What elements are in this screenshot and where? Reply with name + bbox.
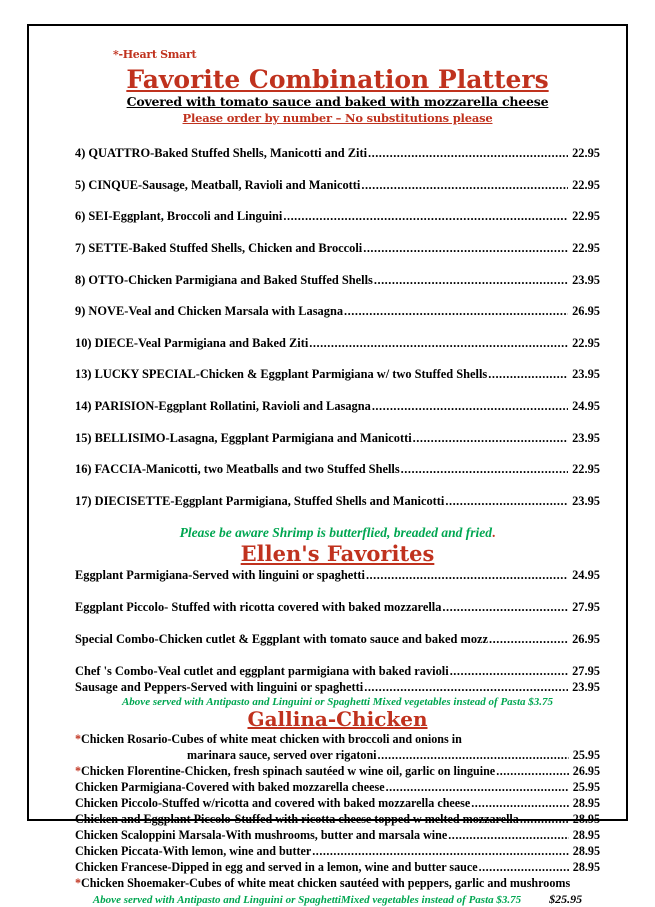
menu-item-price: 28.95: [572, 796, 600, 811]
menu-item-name: Chicken Parmigiana-Covered with baked mozzarella cheese: [75, 780, 385, 795]
menu-item-price: 27.95: [572, 664, 600, 679]
menu-item-name: *Chicken Florentine-Chicken, fresh spinach sautéed w wine oil, garlic on linguine: [75, 764, 496, 779]
menu-item-price: 23.95: [572, 493, 600, 508]
heart-smart-star-icon: *: [75, 732, 82, 747]
menu-item-price: 28.95: [572, 860, 600, 875]
menu-item-row: [75, 336, 600, 351]
dot-leader: [445, 494, 568, 509]
menu-item-name: 4) QUATTRO-Baked Stuffed Shells, Manicotti and Ziti: [75, 146, 368, 161]
menu-item-row: [75, 876, 600, 891]
menu-item-row: [75, 431, 600, 446]
menu-item-name: Chef 's Combo-Veal cutlet and eggplant parmigiana with baked ravioli: [75, 664, 449, 679]
platters-subtitle-preparation: Covered with tomato sauce and baked with mozzarella cheese: [126, 94, 549, 110]
shrimp-note-text: Please be aware Shrimp is butterflied, breaded and fried: [179, 525, 492, 541]
menu-item-row: [75, 399, 600, 414]
menu-item-name: Chicken and Eggplant Piccolo-Stuffed with ricotta cheese topped w melted mozzarella: [75, 812, 519, 827]
menu-item-row: [75, 304, 600, 319]
dot-leader: [363, 241, 568, 256]
dot-leader: [496, 764, 569, 779]
menu-item-name: Special Combo-Chicken cutlet & Eggplant with tomato sauce and baked mozz: [75, 632, 489, 647]
menu-item-name: 15) BELLISIMO-Lasagna, Eggplant Parmigiana and Manicotti: [75, 430, 412, 445]
menu-item-price: 22.95: [572, 146, 600, 161]
dot-leader: [488, 367, 568, 382]
dot-leader: [450, 664, 568, 679]
dot-leader: [386, 780, 569, 795]
section-title-gallina-chicken: Gallina-Chicken: [247, 707, 428, 732]
menu-item-price: 26.95: [572, 632, 600, 647]
menu-item-row: [75, 632, 600, 647]
menu-item-row: [75, 241, 600, 256]
menu-item-name: marinara sauce, served over rigatoni: [187, 748, 377, 763]
menu-item-row: [75, 494, 600, 509]
menu-item-row: [75, 209, 600, 224]
menu-page: [27, 24, 628, 907]
menu-item-name: 9) NOVE-Veal and Chicken Marsala with Lasagna: [75, 304, 344, 319]
menu-item-name: 7) SETTE-Baked Stuffed Shells, Chicken and Broccoli: [75, 241, 363, 256]
menu-item-name: 6) SEI-Eggplant, Broccoli and Linguini: [75, 209, 283, 224]
platters-item-list: [75, 146, 600, 509]
menu-item-price: 26.95: [572, 304, 600, 319]
menu-item-row: [75, 812, 600, 827]
dot-leader: [479, 860, 569, 875]
dot-leader: [401, 462, 568, 477]
dot-leader: [368, 146, 568, 161]
menu-item-price: 22.95: [572, 209, 600, 224]
dot-leader: [361, 178, 568, 193]
menu-item-price: 23.95: [572, 430, 600, 445]
gallina-footer-price: $25.95: [549, 892, 583, 907]
platters-subtitle-ordering: Please order by number – No substitutions please: [182, 111, 493, 126]
menu-item-price: 22.95: [572, 241, 600, 256]
menu-item-row: [75, 178, 600, 193]
menu-item-row: [75, 367, 600, 382]
dot-leader: [448, 828, 569, 843]
dot-leader: [364, 680, 568, 695]
menu-item-row: [75, 844, 600, 859]
shrimp-note-punctuation: .: [491, 525, 496, 541]
menu-item-name: 14) PARISION-Eggplant Rollatini, Ravioli and Lasagna: [75, 399, 371, 413]
menu-item-row: [75, 680, 600, 695]
dot-leader: [374, 273, 568, 288]
menu-item-row: [75, 462, 600, 477]
menu-item-price: 22.95: [572, 335, 600, 350]
menu-item-name: 8) OTTO-Chicken Parmigiana and Baked Stuffed Shells: [75, 272, 373, 287]
menu-item-price: 22.95: [572, 177, 600, 192]
ellens-serving-note: Above served with Antipasto and Linguini or Spaghetti Mixed vegetables instead of Pasta $3.75: [121, 696, 554, 709]
dot-leader: [372, 399, 568, 414]
section-title-platters: Favorite Combination Platters: [126, 65, 549, 94]
menu-item-row: [75, 748, 600, 763]
menu-item-row: [75, 600, 600, 615]
menu-item-price: 22.95: [572, 462, 600, 477]
menu-item-price: 28.95: [572, 812, 600, 827]
gallina-serving-note: Above served with Antipasto and Linguini or SpaghettiMixed vegetables instead of Pasta $3.75: [92, 894, 522, 907]
menu-item-price: 25.95: [572, 748, 600, 763]
menu-item-name: Chicken Piccolo-Stuffed w/ricotta and covered with baked mozzarella cheese: [75, 796, 471, 811]
dot-leader: [520, 812, 569, 827]
menu-item-name: 17) DIECISETTE-Eggplant Parmigiana, Stuffed Shells and Manicotti: [75, 493, 445, 508]
menu-item-name: *Chicken Rosario-Cubes of white meat chicken with broccoli and onions in: [75, 732, 462, 747]
menu-item-name: Chicken Scaloppini Marsala-With mushrooms, butter and marsala wine: [75, 828, 448, 843]
menu-item-row: [75, 664, 600, 679]
heart-smart-star-icon: *: [75, 764, 82, 779]
menu-item-price: 23.95: [572, 680, 600, 695]
menu-item-row: [75, 273, 600, 288]
menu-item-row: [75, 828, 600, 843]
menu-item-price: 28.95: [572, 844, 600, 859]
menu-item-row: [75, 146, 600, 161]
heart-smart-legend: *-Heart Smart: [113, 48, 197, 61]
menu-item-price: 26.95: [572, 764, 600, 779]
menu-item-price: 24.95: [572, 399, 600, 413]
dot-leader: [312, 844, 569, 859]
menu-item-row: [75, 732, 600, 747]
menu-item-price: 23.95: [572, 367, 600, 382]
heart-smart-star-icon: *: [75, 876, 82, 891]
menu-item-price: 23.95: [572, 272, 600, 287]
gallina-item-list: [75, 732, 600, 891]
dot-leader: [309, 336, 568, 351]
menu-item-name: Chicken Francese-Dipped in egg and served in a lemon, wine and butter sauce: [75, 860, 478, 875]
menu-item-name: 16) FACCIA-Manicotti, two Meatballs and two Stuffed Shells: [75, 462, 400, 477]
menu-item-name: Chicken Piccata-With lemon, wine and butter: [75, 844, 312, 859]
menu-item-price: 24.95: [572, 568, 600, 583]
menu-content: [29, 26, 626, 907]
gallina-footer: [75, 892, 600, 907]
menu-item-name: *Chicken Shoemaker-Cubes of white meat chicken sautéed with peppers, garlic and mushrooms: [75, 876, 571, 891]
menu-item-name: Sausage and Peppers-Served with linguini or spaghetti: [75, 680, 364, 695]
menu-item-name: Eggplant Parmigiana-Served with linguini or spaghetti: [75, 568, 365, 583]
dot-leader: [378, 748, 569, 763]
menu-item-row: [75, 568, 600, 583]
dot-leader: [366, 568, 568, 583]
section-title-ellens-favorites: Ellen's Favorites: [240, 541, 435, 567]
dot-leader: [344, 304, 568, 319]
menu-item-row: [75, 780, 600, 795]
menu-item-name: 5) CINQUE-Sausage, Meatball, Ravioli and Manicotti: [75, 177, 361, 192]
dot-leader: [413, 431, 568, 446]
menu-item-name: 13) LUCKY SPECIAL-Chicken & Eggplant Parmigiana w/ two Stuffed Shells: [75, 367, 488, 382]
menu-item-name: Eggplant Piccolo- Stuffed with ricotta covered with baked mozzarella: [75, 600, 442, 615]
menu-item-price: 27.95: [572, 600, 600, 615]
menu-item-name: 10) DIECE-Veal Parmigiana and Baked Ziti: [75, 335, 309, 350]
dot-leader: [442, 600, 568, 615]
dot-leader: [471, 796, 569, 811]
ellens-item-list: [75, 568, 600, 695]
menu-item-row: [75, 860, 600, 875]
shrimp-note: [75, 525, 600, 541]
menu-item-row: [75, 796, 600, 811]
dot-leader: [283, 209, 568, 224]
menu-item-price: 25.95: [572, 780, 600, 795]
dot-leader: [489, 632, 568, 647]
menu-item-row: [75, 764, 600, 779]
menu-item-price: 28.95: [572, 828, 600, 843]
